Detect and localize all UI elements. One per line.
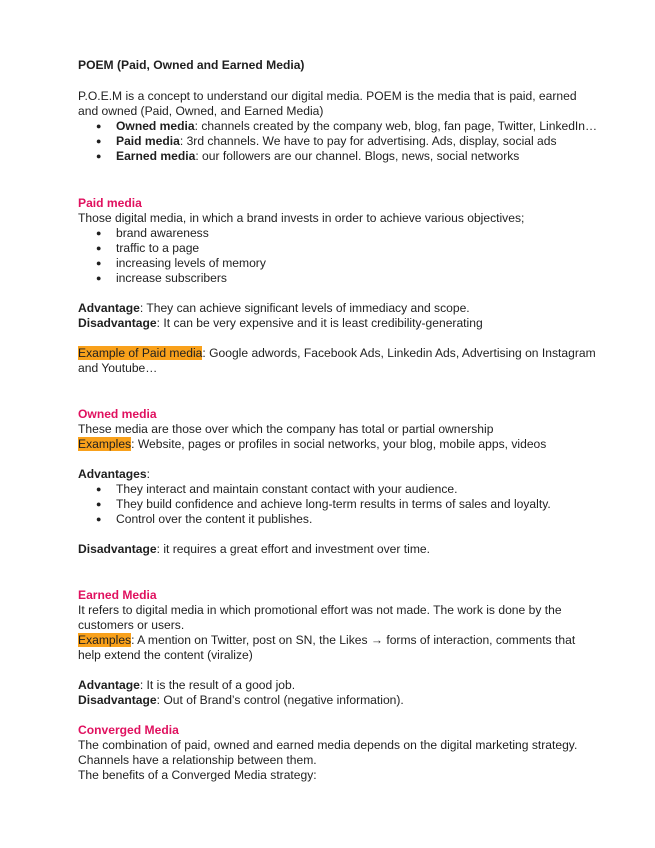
term-text: : channels created by the company web, blog, fan page, Twitter, LinkedIn… — [194, 119, 598, 133]
earned-examples — [78, 633, 598, 663]
disadvantage-text: : it requires a great effort and investment over time. — [156, 542, 431, 556]
owned-advantages-heading — [78, 467, 598, 482]
examples-text: : Website, pages or profiles in social networks, your blog, mobile apps, videos — [131, 437, 547, 451]
advantages-label: Advantages — [78, 467, 147, 481]
term-text: : 3rd channels. We have to pay for advertising. Ads, display, social ads — [179, 134, 557, 148]
section-heading-owned: Owned media — [78, 407, 157, 421]
owned-examples — [78, 437, 598, 452]
list-item: ● brand awareness — [116, 226, 598, 241]
intro-paragraph: P.O.E.M is a concept to understand our digital media. POEM is the media that is paid, earned and owned (Paid, Owned, and Earned Media) — [78, 89, 577, 118]
term-label: Earned media — [116, 149, 196, 163]
paid-description: Those digital media, in which a brand invests in order to achieve various objectives; — [78, 211, 525, 225]
list-item: ● Control over the content it publishes. — [116, 512, 598, 527]
disadvantage-label: Disadvantage — [78, 693, 157, 707]
list-item — [116, 134, 598, 149]
list-item — [116, 149, 598, 164]
highlighted-label: Examples — [78, 633, 132, 647]
term-label: Owned media — [116, 119, 195, 133]
document-title: POEM (Paid, Owned and Earned Media) — [78, 58, 305, 72]
advantage-label: Advantage — [78, 678, 140, 692]
earned-disadvantage — [78, 693, 598, 708]
list-item: ● increasing levels of memory — [116, 256, 598, 271]
disadvantage-text: : It can be very expensive and it is least credibility-generating — [156, 316, 483, 330]
owned-list — [78, 482, 598, 527]
term-label: Paid media — [116, 134, 180, 148]
advantages-colon: : — [146, 467, 150, 481]
advantage-text: : It is the result of a good job. — [139, 678, 296, 692]
example-text: : Google adwords, Facebook Ads, Linkedin Ads, Advertising on Instagram and Youtube… — [78, 346, 596, 375]
disadvantage-label: Disadvantage — [78, 316, 157, 330]
paid-disadvantage — [78, 316, 598, 331]
advantage-text: : They can achieve significant levels of immediacy and scope. — [139, 301, 470, 315]
list-item: ● increase subscribers — [116, 271, 598, 286]
paid-example — [78, 346, 598, 376]
disadvantage-text: : Out of Brand’s control (negative information). — [156, 693, 404, 707]
converged-benefits: The benefits of a Converged Media strategy: — [78, 768, 317, 782]
section-heading-paid: Paid media — [78, 196, 142, 210]
document-page — [78, 58, 598, 783]
section-heading-converged: Converged Media — [78, 723, 179, 737]
owned-disadvantage — [78, 542, 598, 557]
list-item: ● They build confidence and achieve long-term results in terms of sales and loyalty. — [116, 497, 598, 512]
paid-list — [78, 226, 598, 286]
section-heading-earned: Earned Media — [78, 588, 157, 602]
highlighted-label: Examples — [78, 437, 132, 451]
advantage-label: Advantage — [78, 301, 140, 315]
earned-advantage — [78, 678, 598, 693]
examples-text: : A mention on Twitter, post on SN, the Likes → forms of interaction, comments that help extend the content (viralize) — [78, 633, 576, 662]
paid-advantage — [78, 301, 598, 316]
list-item — [116, 119, 598, 134]
list-item: ● traffic to a page — [116, 241, 598, 256]
highlighted-label: Example of Paid media — [78, 346, 203, 360]
owned-description: These media are those over which the company has total or partial ownership — [78, 422, 494, 436]
converged-description: The combination of paid, owned and earned media depends on the digital marketing strategy. Channels have a relationship between them. — [78, 738, 578, 767]
list-item: ● They interact and maintain constant contact with your audience. — [116, 482, 598, 497]
disadvantage-label: Disadvantage — [78, 542, 157, 556]
intro-list — [78, 119, 598, 164]
earned-description: It refers to digital media in which promotional effort was not made. The work is done by the customers or users. — [78, 603, 562, 632]
term-text: : our followers are our channel. Blogs, news, social networks — [195, 149, 520, 163]
